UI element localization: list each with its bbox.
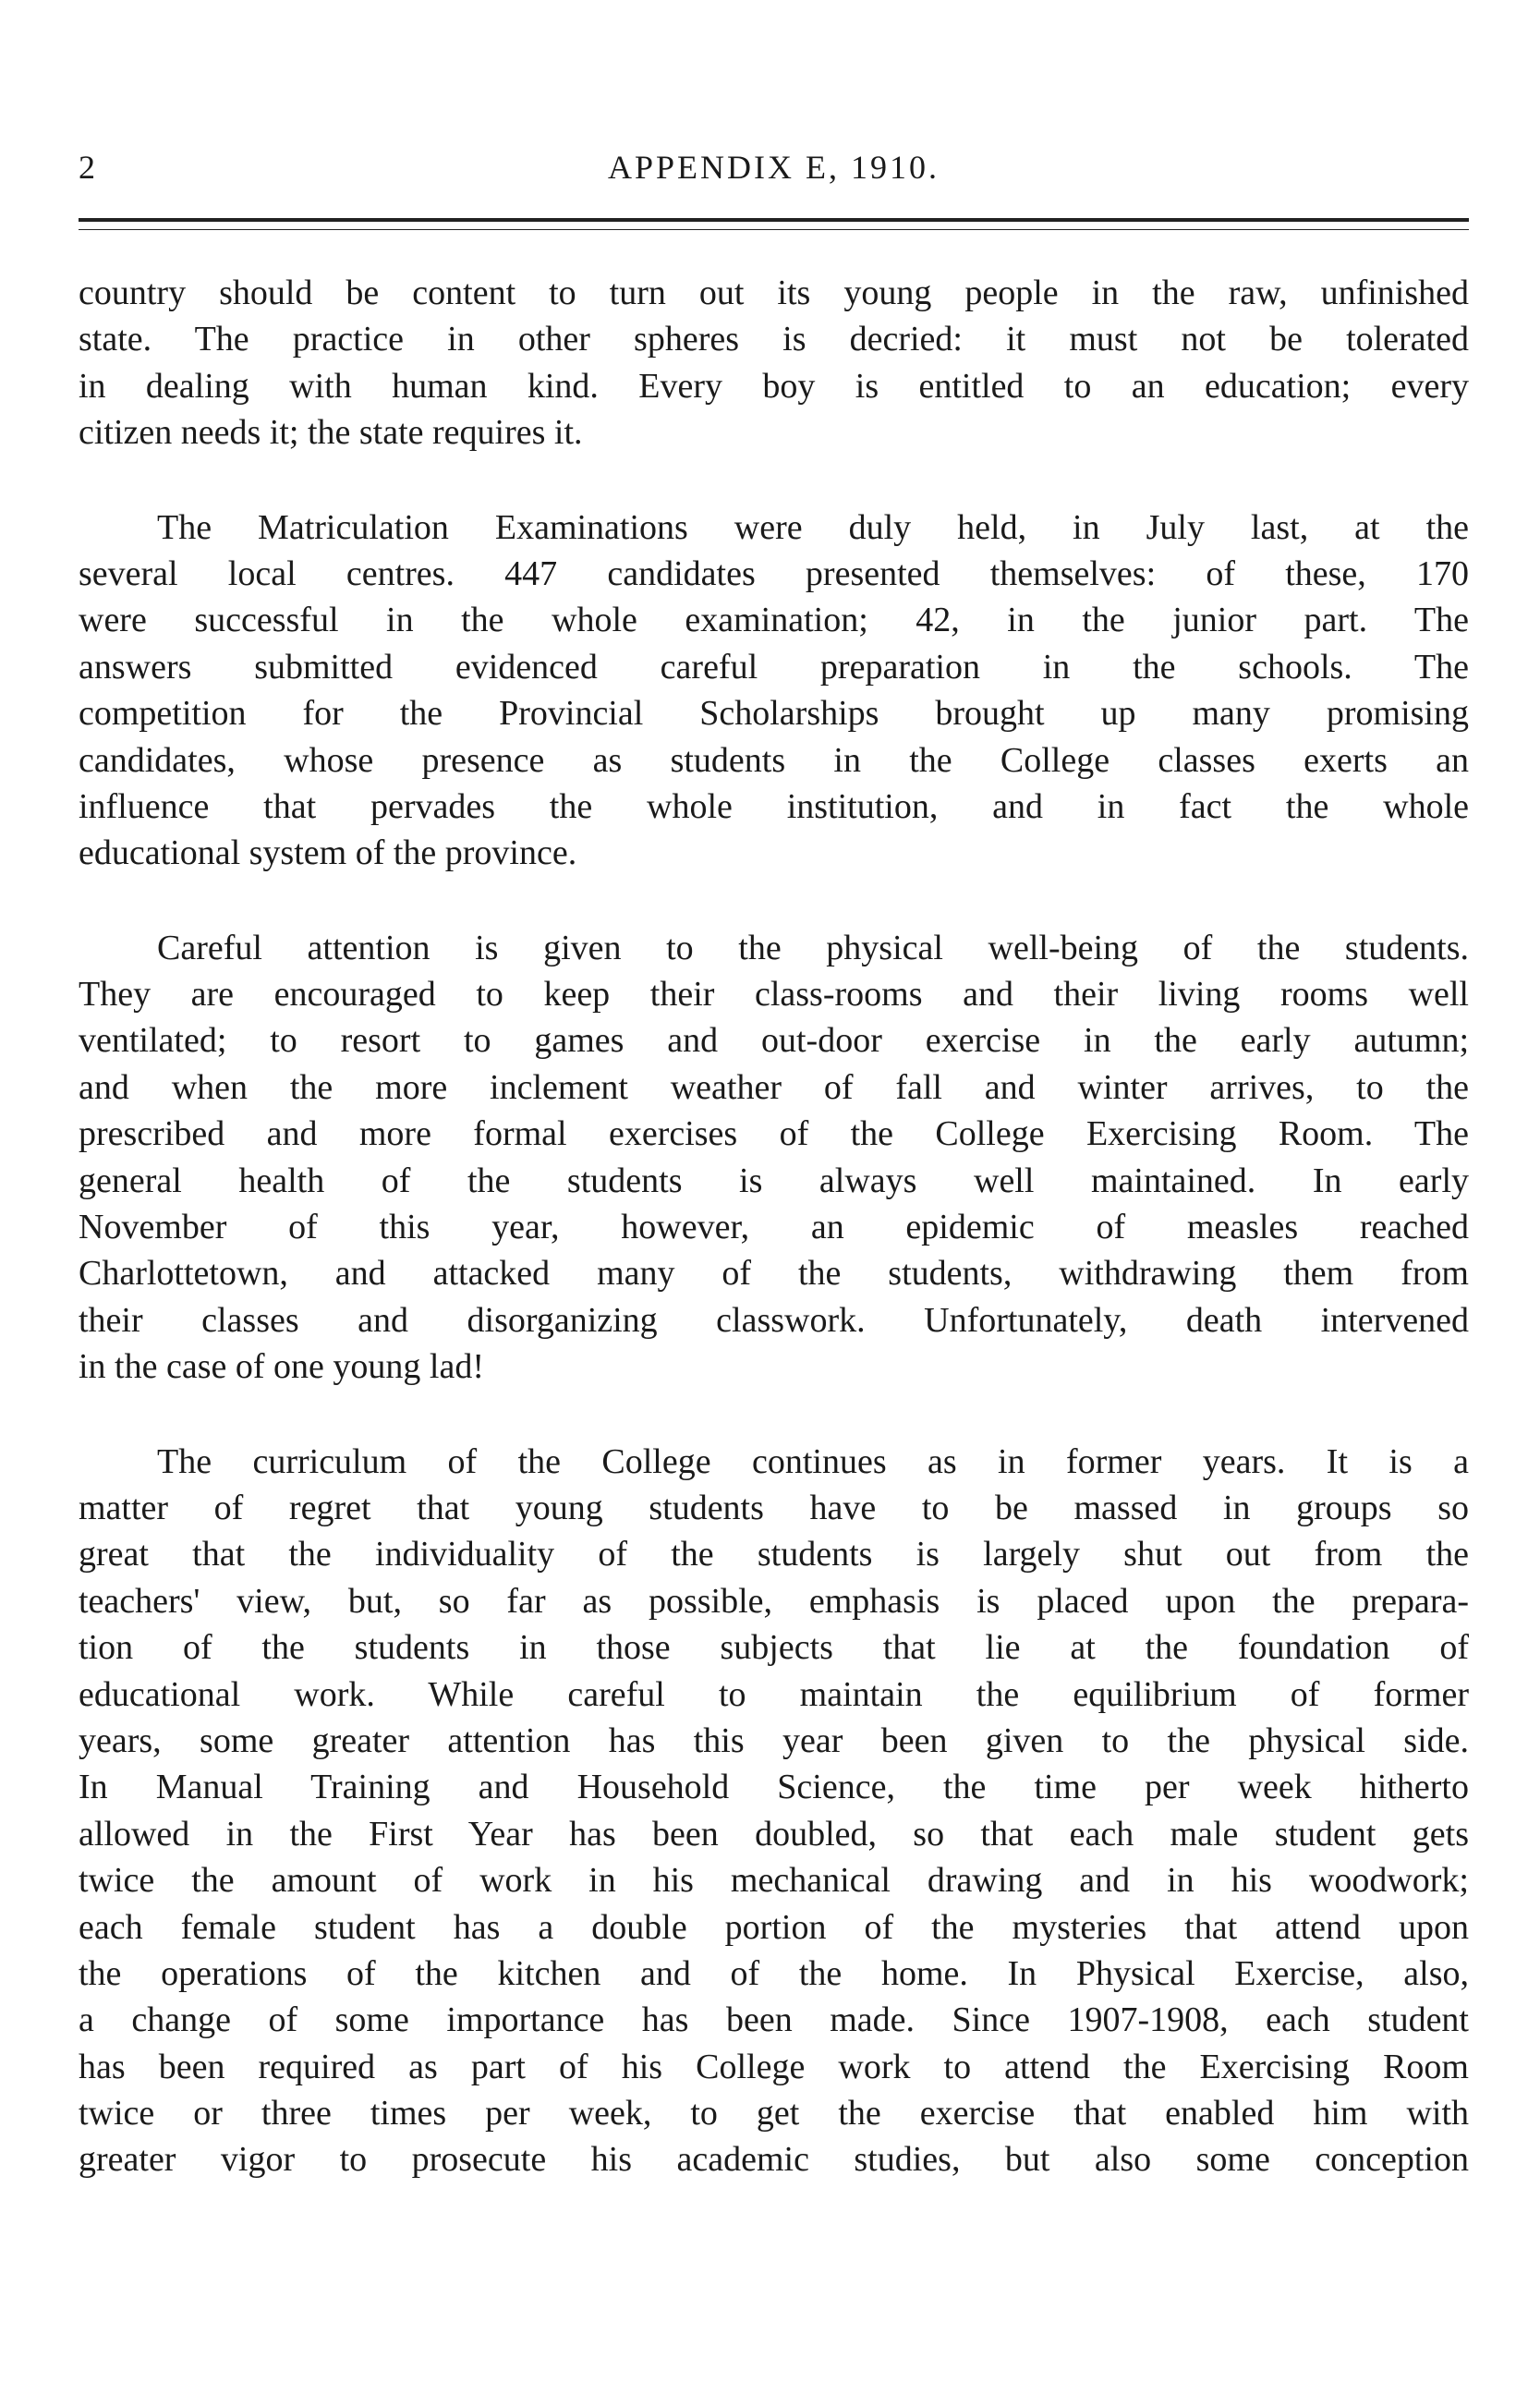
text-line: in the case of one young lad! bbox=[79, 1347, 484, 1387]
text-line: Charlottetown, and attacked many of the students, withdrawing them from bbox=[79, 1254, 1469, 1294]
text-line: educational work. While careful to maintain the equilibrium of former bbox=[79, 1674, 1469, 1714]
text-line: several local centres. 447 candidates presented themselves: of these, 170 bbox=[79, 553, 1469, 593]
paragraph-physical-wellbeing bbox=[79, 925, 1469, 1391]
text-line: general health of the students is always well maintained. In early bbox=[79, 1161, 1469, 1200]
text-line: educational system of the province. bbox=[79, 833, 577, 873]
header-rule-thick bbox=[79, 218, 1469, 222]
text-line: years, some greater attention has this year been given to the physical side. bbox=[79, 1720, 1469, 1760]
text-line: influence that pervades the whole institution, and in fact the whole bbox=[79, 786, 1469, 826]
text-line: tion of the students in those subjects that lie at the foundation of bbox=[79, 1628, 1469, 1668]
body-text bbox=[79, 270, 1469, 2231]
text-line: country should be content to turn out its young people in the raw, unfinished bbox=[79, 274, 1469, 312]
text-line: The Matriculation Examinations were duly held, in July last, at the bbox=[157, 507, 1469, 547]
text-line: prescribed and more formal exercises of the College Exercising Room. The bbox=[79, 1114, 1469, 1154]
text-line: each female student has a double portion of the mysteries that attend upon bbox=[79, 1907, 1469, 1947]
text-line: a change of some importance has been made. Since 1907-1908, each student bbox=[79, 2000, 1469, 2040]
header-rule-thin bbox=[79, 229, 1469, 230]
text-line: November of this year, however, an epidemic of measles reached bbox=[79, 1208, 1469, 1247]
page-number: 2 bbox=[79, 149, 96, 186]
running-title: APPENDIX E, 1910. bbox=[607, 149, 940, 186]
text-line: were successful in the whole examination; 42, in the junior part. The bbox=[79, 601, 1469, 640]
text-line: twice the amount of work in his mechanical drawing and in his woodwork; bbox=[79, 1861, 1469, 1901]
text-line: competition for the Provincial Scholarships brought up many promising bbox=[79, 694, 1469, 734]
text-line: and when the more inclement weather of fall and winter arrives, to the bbox=[79, 1067, 1469, 1107]
paragraph-matriculation bbox=[79, 504, 1469, 877]
text-line: They are encouraged to keep their class-rooms and their living rooms well bbox=[79, 975, 1469, 1015]
text-line: candidates, whose presence as students in the College classes exerts an bbox=[79, 740, 1469, 780]
text-line: citizen needs it; the state requires it. bbox=[79, 413, 583, 453]
text-line: state. The practice in other spheres is decried: it must not be tolerated bbox=[79, 320, 1469, 359]
paragraph-curriculum bbox=[79, 1439, 1469, 2183]
text-line: the operations of the kitchen and of the home. In Physical Exercise, also, bbox=[79, 1953, 1469, 1993]
page-header bbox=[79, 148, 1469, 194]
text-line: in dealing with human kind. Every boy is entitled to an education; every bbox=[79, 366, 1469, 406]
text-line: answers submitted evidenced careful preparation in the schools. The bbox=[79, 647, 1469, 687]
text-line: twice or three times per week, to get the exercise that enabled him with bbox=[79, 2094, 1469, 2133]
text-line: greater vigor to prosecute his academic studies, but also some conception bbox=[79, 2140, 1469, 2180]
paragraph-continuation bbox=[79, 270, 1469, 456]
text-line: great that the individuality of the students is largely shut out from the bbox=[79, 1535, 1469, 1574]
text-line: Careful attention is given to the physical well-being of the students. bbox=[157, 928, 1469, 967]
text-line: allowed in the First Year has been doubled, so that each male student gets bbox=[79, 1814, 1469, 1854]
text-line: their classes and disorganizing classwork. Unfortunately, death intervened bbox=[79, 1300, 1469, 1340]
text-line: ventilated; to resort to games and out-door exercise in the early autumn; bbox=[79, 1021, 1469, 1061]
text-line: In Manual Training and Household Science, the time per week hitherto bbox=[79, 1768, 1469, 1807]
text-line: matter of regret that young students have to be massed in groups so bbox=[79, 1488, 1469, 1527]
text-line: has been required as part of his College work to attend the Exercising Room bbox=[79, 2047, 1469, 2086]
text-line: The curriculum of the College continues as in former years. It is a bbox=[157, 1441, 1469, 1481]
text-line: teachers' view, but, so far as possible, emphasis is placed upon the prepara- bbox=[79, 1581, 1469, 1621]
